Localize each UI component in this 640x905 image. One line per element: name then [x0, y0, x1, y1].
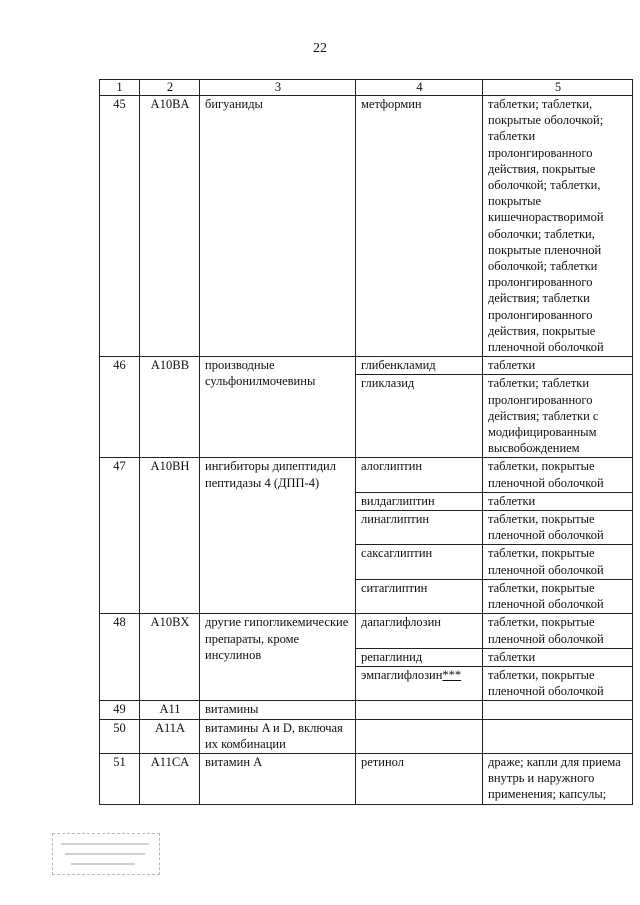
- dosage-forms: таблетки, покрытые пленочной оболочкой: [483, 511, 633, 545]
- table-row-46: [100, 357, 633, 375]
- row-number: 48: [100, 614, 140, 701]
- row-number: 46: [100, 357, 140, 458]
- drug-group: витамины A и D, включая их комбинации: [200, 719, 356, 753]
- row-number: 45: [100, 96, 140, 357]
- drug-group: производные сульфонилмочевины: [200, 357, 356, 458]
- drug-name: ситаглиптин: [356, 579, 483, 613]
- table-row-49: [100, 701, 633, 719]
- atc-code: A11CA: [140, 753, 200, 804]
- dosage-forms: таблетки, покрытые пленочной оболочкой: [483, 666, 633, 700]
- atc-code: A10BB: [140, 357, 200, 458]
- drug-name: линаглиптин: [356, 511, 483, 545]
- dosage-forms: таблетки: [483, 492, 633, 510]
- stamp-line: [71, 863, 135, 865]
- drug-name: дапаглифлозин: [356, 614, 483, 648]
- empty-cell: [483, 719, 633, 753]
- header-col-2: 2: [140, 80, 200, 96]
- dosage-forms: таблетки, покрытые пленочной оболочкой: [483, 579, 633, 613]
- stamp-mark: [52, 833, 160, 875]
- row-number: 47: [100, 458, 140, 614]
- table-row-51: [100, 753, 633, 804]
- drug-group: другие гипогликемические препараты, кроме инсулинов: [200, 614, 356, 701]
- stamp-line: [65, 853, 145, 855]
- header-row: [100, 80, 633, 96]
- drug-name: эмпаглифлозин: [361, 667, 443, 682]
- drug-name: репаглинид: [356, 648, 483, 666]
- table-row-50: [100, 719, 633, 753]
- atc-code: A10BX: [140, 614, 200, 701]
- empty-cell: [483, 701, 633, 719]
- header-col-1: 1: [100, 80, 140, 96]
- row-number: 49: [100, 701, 140, 719]
- drug-name: метформин: [356, 96, 483, 357]
- header-col-5: 5: [483, 80, 633, 96]
- drug-group: бигуаниды: [200, 96, 356, 357]
- atc-code: A11A: [140, 719, 200, 753]
- dosage-forms: таблетки; таблетки пролонгированного действия; таблетки с модифицированным высвобождением: [483, 375, 633, 458]
- drug-name: ретинол: [356, 753, 483, 804]
- stamp-line: [61, 843, 149, 845]
- drug-name-cell: [356, 666, 483, 700]
- drug-group: витамин A: [200, 753, 356, 804]
- dosage-forms: таблетки, покрытые пленочной оболочкой: [483, 614, 633, 648]
- drug-name: саксаглиптин: [356, 545, 483, 579]
- drug-name: глибенкламид: [356, 357, 483, 375]
- header-col-3: 3: [200, 80, 356, 96]
- atc-code: A10BH: [140, 458, 200, 614]
- dosage-forms: таблетки, покрытые пленочной оболочкой: [483, 458, 633, 492]
- empty-cell: [356, 719, 483, 753]
- dosage-forms: таблетки, покрытые пленочной оболочкой: [483, 545, 633, 579]
- table-row-47: [100, 458, 633, 492]
- footnote-mark: ***: [442, 667, 462, 682]
- drug-name: алоглиптин: [356, 458, 483, 492]
- drug-name: гликлазид: [356, 375, 483, 458]
- page-number: 22: [313, 41, 327, 56]
- dosage-forms: драже; капли для приема внутрь и наружного применения; капсулы;: [483, 753, 633, 804]
- dosage-forms: таблетки: [483, 357, 633, 375]
- row-number: 51: [100, 753, 140, 804]
- empty-cell: [356, 701, 483, 719]
- table-row-48: [100, 614, 633, 648]
- medicines-table: [99, 79, 633, 805]
- header-col-4: 4: [356, 80, 483, 96]
- row-number: 50: [100, 719, 140, 753]
- drug-group: витамины: [200, 701, 356, 719]
- atc-code: A11: [140, 701, 200, 719]
- drug-name: вилдаглиптин: [356, 492, 483, 510]
- dosage-forms: таблетки: [483, 648, 633, 666]
- atc-code: A10BA: [140, 96, 200, 357]
- table-row-45: [100, 96, 633, 357]
- drug-group: ингибиторы дипептидил пептидазы 4 (ДПП-4): [200, 458, 356, 614]
- dosage-forms: таблетки; таблетки, покрытые оболочкой; таблетки пролонгированного действия, покрытые оболочкой; таблетки, покрытые кишечнорастворимой оболочки; таблетки, покрытые пленочной оболочкой; таблетки пролонгированного действия; таблетки пролонгированного действия, покрытые пленочной оболочкой: [483, 96, 633, 357]
